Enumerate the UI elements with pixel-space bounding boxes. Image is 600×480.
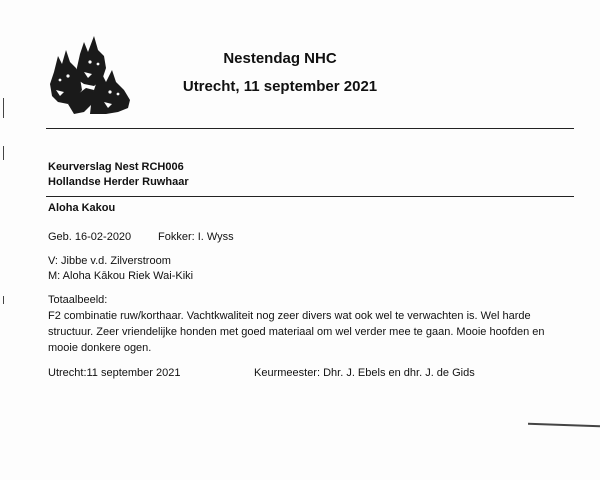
scan-artifact-left-3 (3, 296, 4, 304)
breeder-name: Fokker: I. Wyss (158, 231, 234, 243)
dam-name: M: Aloha Kākou Riek Wai-Kiki (48, 270, 194, 282)
scan-artifact-left-1 (3, 98, 4, 118)
shepherd-dogs-logo-icon (46, 34, 132, 116)
page-title: Nestendag NHC (223, 50, 337, 67)
report-label: Keurverslag Nest RCH006 (48, 161, 184, 173)
place-date: Utrecht:11 september 2021 (48, 367, 181, 379)
assessment-body: F2 combinatie ruw/korthaar. Vachtkwaliteit nog zeer divers wat ook wel te verwachten is. Wel harde structuur. Zeer vriendelijke honden met goed materiaal om wel verder mee te gaan. Mooie hoofden en mooie donkere ogen. (48, 310, 545, 354)
divider-middle (46, 196, 574, 197)
scan-artifact-bottom (528, 423, 600, 428)
breed-name: Hollandse Herder Ruwhaar (48, 176, 189, 188)
sire-name: V: Jibbe v.d. Zilverstroom (48, 255, 171, 267)
birth-date: Geb. 16-02-2020 (48, 231, 132, 243)
litter-name: Aloha Kakou (48, 202, 116, 214)
scan-artifact-left-2 (3, 146, 4, 160)
event-date-location: Utrecht, 11 september 2021 (182, 78, 378, 95)
divider-top (46, 128, 574, 129)
judges: Keurmeester: Dhr. J. Ebels en dhr. J. de Gids (254, 367, 475, 379)
assessment-heading: Totaalbeeld: (48, 294, 108, 306)
